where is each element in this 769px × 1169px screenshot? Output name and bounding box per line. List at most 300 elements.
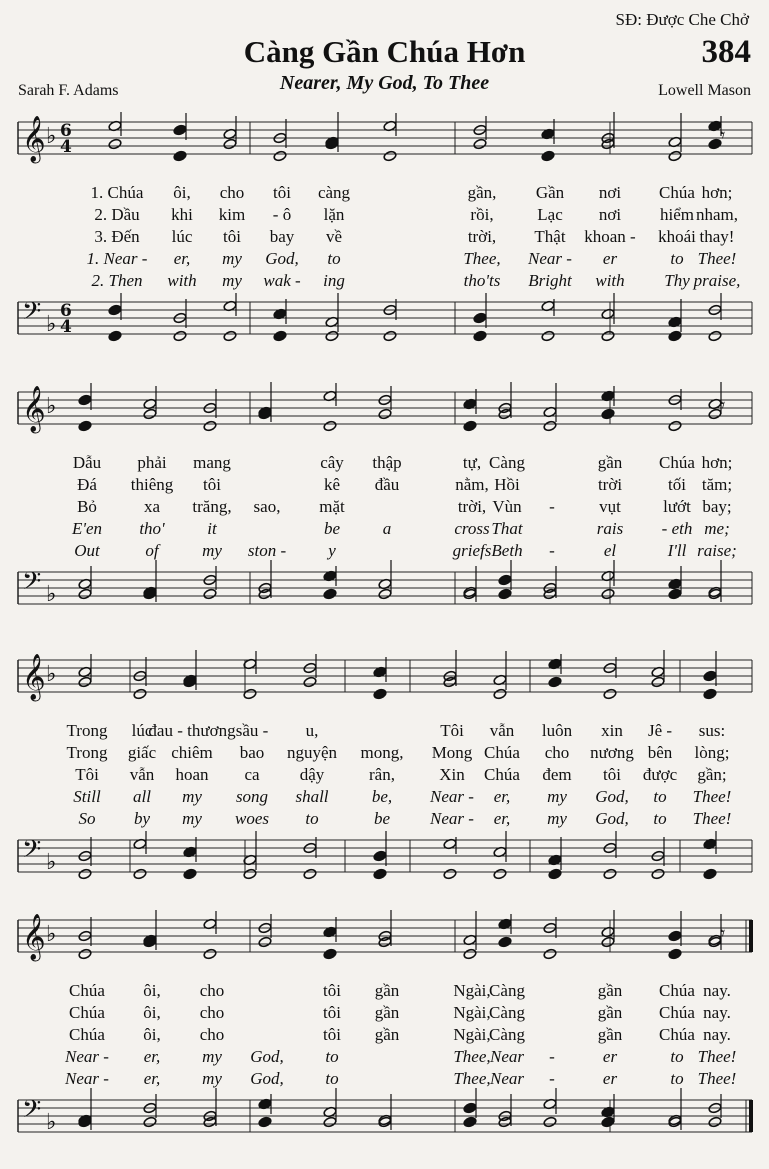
lyric-syllable: Thee!	[697, 249, 737, 268]
lyric-syllable: thay!	[699, 227, 735, 246]
lyric-syllable: er	[602, 1047, 618, 1066]
lyric-syllable: luôn	[541, 721, 573, 740]
lyric-syllable: be	[323, 519, 341, 538]
lyric-syllable: nơi	[598, 183, 622, 202]
chord-notes	[668, 566, 682, 600]
chord-notes	[325, 112, 339, 152]
lyric-syllable: Bỏ	[77, 497, 97, 516]
chord-notes	[708, 1094, 722, 1128]
chord-notes	[373, 657, 387, 700]
verse-line	[0, 474, 769, 496]
verse-line	[0, 248, 769, 270]
lyric-syllable: my	[547, 787, 567, 806]
lyric-syllable: with	[167, 271, 197, 290]
lyric-syllable: Near -	[430, 809, 474, 828]
time-signature-top: 6	[60, 121, 72, 141]
lyric-syllable: my	[547, 809, 567, 828]
lyric-syllable: of	[145, 541, 159, 560]
lyrics-block	[0, 720, 769, 830]
lyric-syllable: gần;	[697, 765, 727, 784]
lyric-syllable: wak -	[263, 271, 301, 290]
lyric-syllable: praise,	[693, 271, 741, 290]
chord-notes	[383, 299, 397, 342]
chord-notes	[273, 299, 287, 342]
verse-line	[0, 518, 769, 540]
lyric-syllable: tôi	[223, 227, 241, 246]
lyric-syllable: bao	[239, 743, 265, 762]
lyric-syllable: - ô	[272, 205, 292, 224]
rest-icon: 𝄾	[720, 393, 726, 417]
lyric-syllable: by	[133, 809, 151, 828]
lyric-syllable: Thee!	[697, 1047, 737, 1066]
lyric-syllable: Trong	[66, 721, 108, 740]
chord-notes	[601, 910, 615, 948]
lyric-syllable: Thee!	[692, 809, 732, 828]
lyric-syllable: giấc	[127, 743, 157, 762]
lyric-syllable: Near	[490, 1069, 524, 1088]
treble-clef-icon: 𝄞	[22, 116, 46, 162]
lyric-syllable: gần	[374, 1025, 400, 1044]
lyric-syllable: me;	[704, 519, 730, 538]
verse-line	[0, 1068, 769, 1090]
lyric-syllable: God,	[595, 787, 629, 806]
lyric-syllable: Chúa	[659, 183, 695, 202]
lyric-syllable: kim	[218, 205, 246, 224]
lyric-syllable: tôi	[323, 981, 341, 1000]
lyric-syllable: Chúa	[69, 1025, 105, 1044]
lyric-syllable: nguyện	[286, 743, 338, 762]
lyrics-block	[0, 452, 769, 562]
chord-notes	[498, 914, 512, 948]
verse-line	[0, 540, 769, 562]
treble-clef-icon: 𝄞	[22, 386, 46, 432]
chord-notes	[603, 657, 617, 700]
lyric-syllable: xa	[143, 497, 161, 516]
lyric-syllable: Chúa	[659, 1003, 695, 1022]
chord-notes	[463, 389, 477, 432]
chord-notes	[323, 566, 337, 600]
chord-notes	[668, 911, 682, 960]
verse-line	[0, 452, 769, 474]
lyric-syllable: Chúa	[659, 453, 695, 472]
flat-key-signature-icon: ♭	[46, 850, 57, 875]
rest-icon: 𝄾	[720, 921, 726, 945]
chord-notes	[378, 910, 392, 948]
lyric-syllable: vẫn	[129, 765, 155, 784]
lyric-syllable: to	[325, 1047, 339, 1066]
lyric-syllable: tho'	[139, 519, 165, 538]
chord-notes	[273, 119, 287, 162]
lyric-syllable: -	[549, 1069, 555, 1088]
flat-key-signature-icon: ♭	[46, 312, 57, 337]
chord-notes	[651, 837, 665, 880]
lyric-syllable: tự,	[462, 453, 482, 472]
lyric-syllable: hoan	[175, 765, 209, 784]
chord-notes	[443, 837, 457, 880]
lyric-syllable: sao,	[253, 497, 281, 516]
lyric-syllable: raise;	[697, 541, 737, 560]
lyric-syllable: Tôi	[75, 765, 99, 784]
lyric-syllable: Near	[490, 1047, 524, 1066]
lyric-syllable: Beth	[491, 541, 523, 560]
lyric-syllable: tôi	[203, 475, 221, 494]
treble-clef-icon: 𝄞	[22, 654, 46, 700]
flat-key-signature-icon: ♭	[46, 582, 57, 607]
flat-key-signature-icon: ♭	[46, 922, 57, 947]
lyric-syllable: Thee,	[453, 1069, 491, 1088]
lyric-syllable: God,	[595, 809, 629, 828]
lyric-syllable: el	[603, 541, 617, 560]
lyric-syllable: Càng	[489, 453, 525, 472]
lyric-syllable: tăm;	[701, 475, 733, 494]
chord-notes	[703, 831, 717, 880]
lyric-syllable: trời,	[457, 497, 487, 516]
chord-notes	[78, 383, 92, 432]
lyric-syllable: Thee!	[692, 787, 732, 806]
lyric-syllable: to	[670, 249, 684, 268]
lyric-syllable: with	[595, 271, 625, 290]
lyric-syllable: chiêm	[171, 743, 213, 762]
verse-line	[0, 204, 769, 226]
lyric-syllable: lúc	[131, 721, 153, 740]
chord-notes	[548, 837, 562, 880]
lyric-syllable: shall	[295, 787, 329, 806]
lyric-syllable: hiểm	[660, 205, 694, 224]
lyric-syllable: Tôi	[440, 721, 464, 740]
composer-credit: Lowell Mason	[658, 82, 751, 99]
lyric-syllable: gần	[374, 981, 400, 1000]
lyric-syllable: Ngài,	[453, 981, 491, 1000]
lyric-syllable: to	[670, 1069, 684, 1088]
lyric-syllable: God,	[250, 1047, 284, 1066]
lyric-syllable: nằm,	[455, 475, 489, 494]
lyric-syllable: er,	[143, 1069, 161, 1088]
lyric-syllable: dậy	[299, 765, 325, 784]
lyric-syllable: Near -	[430, 787, 474, 806]
lyric-syllable: to	[653, 787, 667, 806]
chord-notes	[78, 566, 92, 600]
lyric-syllable: Chúa	[659, 1025, 695, 1044]
bass-staff	[18, 297, 752, 337]
lyric-syllable: So	[78, 809, 96, 828]
lyric-syllable: Xin	[439, 765, 465, 784]
verse-line	[0, 786, 769, 808]
lyric-syllable: xin	[601, 721, 623, 740]
lyric-syllable: Chúa	[69, 1003, 105, 1022]
chord-notes	[78, 654, 92, 688]
time-signature-top: 6	[60, 301, 72, 321]
lyric-syllable: 3. Đến	[94, 227, 140, 246]
chord-notes	[463, 566, 477, 602]
lyric-syllable: lúc	[171, 227, 193, 246]
verse-line	[0, 1002, 769, 1024]
lyric-syllable: Thee!	[697, 1069, 737, 1088]
lyric-syllable: I'll	[667, 541, 687, 560]
chord-notes	[473, 116, 487, 150]
lyric-syllable: er,	[493, 787, 511, 806]
hymn-header	[0, 0, 769, 110]
lyric-syllable: cây	[320, 453, 344, 472]
verse-line	[0, 742, 769, 764]
lyric-syllable: nay.	[703, 981, 731, 1000]
lyric-syllable: Near -	[528, 249, 572, 268]
hymn-number: 384	[701, 34, 751, 70]
chord-notes	[108, 112, 122, 150]
lyric-syllable: -	[549, 497, 555, 516]
lyric-syllable: bay	[269, 227, 295, 246]
lyric-syllable: to	[325, 1069, 339, 1088]
chord-notes	[143, 386, 157, 420]
lyric-syllable: to	[670, 1047, 684, 1066]
lyric-syllable: bay;	[702, 497, 732, 516]
chord-notes	[78, 1088, 92, 1130]
chord-notes	[443, 650, 457, 688]
chord-notes	[498, 382, 512, 420]
lyric-syllable: Dẫu	[72, 453, 102, 472]
lyric-syllable: gần	[374, 1003, 400, 1022]
chord-notes	[668, 389, 682, 432]
lyric-syllable: Still	[73, 787, 101, 806]
flat-key-signature-icon: ♭	[46, 662, 57, 687]
lyric-syllable: all	[133, 787, 151, 806]
lyric-syllable: er,	[143, 1047, 161, 1066]
chord-notes	[78, 837, 92, 880]
chord-notes	[703, 651, 717, 700]
lyric-syllable: rân,	[369, 765, 395, 784]
lyric-syllable: my	[182, 809, 202, 828]
lyric-syllable: khoan -	[584, 227, 636, 246]
lyric-syllable: to	[653, 809, 667, 828]
lyric-syllable: 1. Near -	[86, 249, 148, 268]
verse-line	[0, 1046, 769, 1068]
time-signature-bottom: 4	[60, 137, 72, 157]
lyric-syllable: song	[235, 787, 269, 806]
flat-key-signature-icon: ♭	[46, 124, 57, 149]
lyric-syllable: rais	[596, 519, 624, 538]
lyric-syllable: tôi	[323, 1025, 341, 1044]
lyric-syllable: đem	[542, 765, 572, 784]
treble-clef-icon: 𝄞	[22, 914, 46, 960]
lyric-syllable: Ngài,	[453, 1025, 491, 1044]
lyrics-block	[0, 182, 769, 292]
chord-notes	[378, 1094, 392, 1130]
lyric-syllable: gần	[597, 1025, 623, 1044]
lyric-syllable: lòng;	[694, 743, 730, 762]
chord-notes	[543, 566, 557, 600]
lyrics-block	[0, 980, 769, 1090]
lyric-syllable: ôi,	[143, 1025, 161, 1044]
chord-notes	[378, 386, 392, 420]
lyric-syllable: hơn;	[701, 453, 733, 472]
lyric-syllable: to	[305, 809, 319, 828]
lyric-syllable: tôi	[323, 1003, 341, 1022]
lyric-syllable: trời,	[467, 227, 497, 246]
chord-notes	[203, 566, 217, 600]
bass-clef-icon: 𝄢	[22, 567, 42, 602]
lyric-syllable: Chúa	[69, 981, 105, 1000]
chord-notes	[463, 1088, 477, 1128]
lyric-syllable: mặt	[319, 497, 345, 516]
chord-notes	[651, 650, 665, 688]
lyric-syllable: be,	[371, 787, 393, 806]
lyric-syllable: sầu -	[235, 721, 269, 740]
lyric-syllable: Đá	[77, 475, 97, 494]
chord-notes	[601, 1094, 615, 1128]
lyric-syllable: cross	[454, 519, 490, 538]
lyric-syllable: Thee,	[453, 1047, 491, 1066]
chord-notes	[543, 917, 557, 960]
lyric-syllable: Chúa	[659, 981, 695, 1000]
bass-staff	[18, 1095, 752, 1135]
chord-notes	[108, 293, 122, 342]
lyric-syllable: ôi,	[143, 1003, 161, 1022]
chord-notes	[143, 560, 157, 602]
lyric-syllable: Out	[74, 541, 100, 560]
chord-notes	[203, 389, 217, 432]
lyric-syllable: rồi,	[470, 205, 494, 224]
lyric-syllable: nham,	[695, 205, 739, 224]
verse-line	[0, 1024, 769, 1046]
chord-notes	[173, 299, 187, 342]
verse-line	[0, 182, 769, 204]
chord-notes	[258, 914, 272, 948]
lyric-syllable: thiêng	[130, 475, 174, 494]
lyric-syllable: be	[373, 809, 391, 828]
lyric-syllable: Thật	[534, 227, 566, 246]
lyric-syllable: ca	[244, 765, 260, 784]
lyric-syllable: - eth	[661, 519, 693, 538]
lyric-syllable: khoái	[658, 227, 696, 246]
lyric-syllable: 2. Then	[91, 271, 143, 290]
lyric-syllable: thập	[372, 453, 402, 472]
lyric-syllable: cho	[219, 183, 245, 202]
chord-notes	[258, 1094, 272, 1128]
lyric-syllable: đau - thương	[148, 721, 236, 740]
lyric-syllable: er	[602, 249, 618, 268]
lyric-syllable: kê	[323, 475, 341, 494]
lyric-syllable: to	[327, 249, 341, 268]
chord-notes	[133, 657, 147, 700]
chord-notes	[601, 386, 615, 420]
lyric-syllable: er,	[173, 249, 191, 268]
chord-notes	[78, 917, 92, 960]
occasion-label: SĐ: Được Che Chở	[615, 10, 749, 29]
lyric-syllable: nay.	[703, 1025, 731, 1044]
lyric-syllable: gần	[597, 1003, 623, 1022]
lyric-syllable: Hồi	[494, 475, 520, 494]
lyric-syllable: Trong	[66, 743, 108, 762]
lyric-syllable: nơi	[598, 205, 622, 224]
lyric-syllable: ôi,	[173, 183, 191, 202]
lyric-syllable: tôi	[273, 183, 291, 202]
lyric-syllable: God,	[265, 249, 299, 268]
lyric-syllable: lặn	[323, 205, 345, 224]
lyric-syllable: u,	[305, 721, 319, 740]
verse-line	[0, 496, 769, 518]
chord-notes	[473, 293, 487, 342]
verse-line	[0, 808, 769, 830]
lyric-syllable: phải	[137, 453, 167, 472]
bass-clef-icon: 𝄢	[22, 835, 42, 870]
chord-notes	[498, 560, 512, 600]
lyric-syllable: er,	[493, 809, 511, 828]
lyric-syllable: Bright	[528, 271, 572, 290]
lyric-syllable: bên	[647, 743, 673, 762]
lyric-syllable: Chúa	[484, 765, 520, 784]
lyric-syllable: griefs	[452, 541, 492, 560]
lyric-syllable: gần	[597, 453, 623, 472]
chord-notes	[303, 654, 317, 688]
lyric-syllable: woes	[235, 809, 269, 828]
flat-key-signature-icon: ♭	[46, 1110, 57, 1135]
lyric-syllable: trăng,	[192, 497, 232, 516]
chord-notes	[548, 654, 562, 688]
lyric-syllable: a	[382, 519, 392, 538]
bass-staff	[18, 567, 752, 607]
chord-notes	[668, 1088, 682, 1130]
verse-line	[0, 720, 769, 742]
chord-notes	[541, 119, 555, 162]
chord-notes	[183, 650, 197, 690]
lyric-syllable: mong,	[360, 743, 404, 762]
chord-notes	[668, 299, 682, 342]
chord-notes	[183, 837, 197, 880]
lyric-syllable: Mong	[431, 743, 473, 762]
lyric-syllable: it	[207, 519, 217, 538]
rest-icon: 𝄾	[720, 123, 726, 147]
verse-line	[0, 764, 769, 786]
bass-clef-icon: 𝄢	[22, 297, 42, 332]
verse-line	[0, 226, 769, 248]
lyric-syllable: -	[549, 1047, 555, 1066]
lyric-syllable: lướt	[663, 497, 691, 516]
lyric-syllable: cho	[199, 1003, 225, 1022]
lyric-syllable: hơn;	[701, 183, 733, 202]
lyric-syllable: vẫn	[489, 721, 515, 740]
lyric-syllable: cho	[199, 981, 225, 1000]
lyric-syllable: God,	[250, 1069, 284, 1088]
chord-notes	[323, 917, 337, 960]
lyric-syllable: 2. Dầu	[94, 205, 140, 224]
lyric-syllable: Chúa	[484, 743, 520, 762]
verse-line	[0, 980, 769, 1002]
lyric-syllable: đầu	[374, 475, 400, 494]
chord-notes	[541, 299, 555, 342]
chord-notes	[498, 1094, 512, 1128]
lyric-syllable: vụt	[599, 497, 621, 516]
lyric-syllable: mang	[193, 453, 231, 472]
lyric-syllable: gần,	[467, 183, 497, 202]
lyric-syllable: Gần	[535, 183, 565, 202]
lyric-syllable: Càng	[489, 1003, 525, 1022]
lyric-syllable: That	[491, 519, 523, 538]
lyric-syllable: cho	[199, 1025, 225, 1044]
hymn-title: Càng Gần Chúa Hơn	[243, 34, 526, 69]
lyric-syllable: Thy	[664, 271, 690, 290]
lyric-syllable: nay.	[703, 1003, 731, 1022]
lyric-syllable: my	[182, 787, 202, 806]
chord-notes	[223, 116, 237, 150]
lyric-syllable: my	[202, 1047, 222, 1066]
lyric-syllable: my	[222, 271, 242, 290]
lyric-syllable: trời	[597, 475, 623, 494]
lyric-syllable: ing	[323, 271, 345, 290]
lyric-syllable: my	[202, 541, 222, 560]
hymn-subtitle: Nearer, My God, To Thee	[279, 72, 490, 94]
lyric-syllable: càng	[317, 183, 351, 202]
verse-line	[0, 270, 769, 292]
lyric-syllable: Thee,	[463, 249, 501, 268]
